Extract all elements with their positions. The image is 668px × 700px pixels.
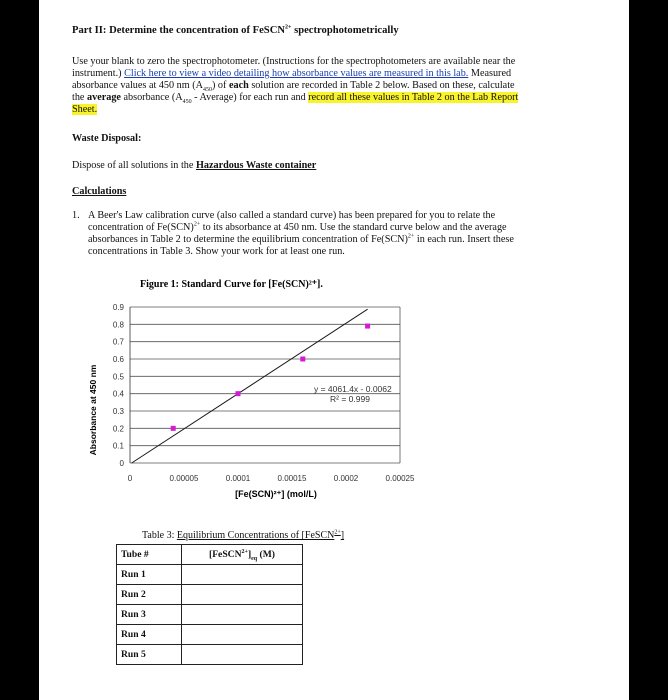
- x-tick-label: 0: [127, 474, 133, 483]
- question-line-3: absorbances in Table 2 to determine the equilibrium concentration of Fe(SCN)$^{2+}$ in each run. Insert these: [88, 233, 514, 245]
- x-tick-label: 0.00005: [169, 474, 199, 483]
- concentration-cell[interactable]: [182, 625, 303, 645]
- y-tick-label: 0.1: [112, 441, 124, 451]
- y-tick-label: 0.3: [112, 407, 124, 416]
- waste-heading: Waste Disposal:: [72, 133, 142, 144]
- run-label: Run 4: [117, 625, 182, 645]
- intro-line-4: the average absorbance ($A_{450}$ - Average) for each run and record all these values in Table 2 on the Lab Report: [72, 92, 519, 106]
- table-row: [117, 625, 303, 645]
- y-tick-label: 0: [119, 459, 124, 468]
- table-row: [117, 645, 303, 665]
- chart-title: Figure 1: Standard Curve for [Fe(SCN)²⁺].: [140, 279, 323, 290]
- run-label: Run 3: [117, 605, 182, 625]
- concentration-cell[interactable]: [182, 605, 303, 625]
- waste-text: Dispose of all solutions in the Hazardous Waste container: [72, 160, 317, 171]
- question-line-2: concentration of Fe(SCN)$^{2+}$ to its absorbance at 450 nm. Use the standard curve below and the average: [88, 221, 507, 233]
- x-axis-label: [Fe(SCN)²⁺] (mol/L): [235, 489, 317, 499]
- table3-caption: Table 3: Equilibrium Concentrations of [FeSCN$^{2+}$]: [142, 529, 345, 541]
- concentration-cell[interactable]: [182, 645, 303, 665]
- y-tick-label: 0.8: [112, 320, 124, 330]
- concentration-cell[interactable]: [182, 585, 303, 605]
- run-label: Run 1: [117, 565, 182, 585]
- r-squared-label: R² = 0.999: [330, 394, 370, 404]
- x-tick-label: 0.0001: [225, 474, 251, 483]
- hazardous-waste-label: Hazardous Waste container: [195, 160, 317, 171]
- trendline-equation: y = 4061.4x - 0.0062: [314, 384, 392, 394]
- y-tick-label: 0.4: [112, 389, 124, 399]
- y-axis-label: Absorbance at 450 nm: [88, 364, 98, 456]
- x-tick-label: 0.00015: [277, 474, 307, 483]
- table-row: [117, 585, 303, 605]
- section-heading: Part II: Determine the concentration of FeSCN$^{2+}$ spectrophotometrically: [72, 24, 399, 36]
- video-link[interactable]: Click here to view a video detailing how absorbance values are measured in this lab.: [124, 68, 469, 79]
- y-tick-label: 0.7: [112, 337, 124, 347]
- x-tick-label: 0.00025: [385, 474, 415, 483]
- run-label: Run 5: [117, 645, 182, 665]
- table-header-row: [117, 545, 303, 565]
- concentration-cell[interactable]: [182, 565, 303, 585]
- highlight-record: record all these values in Table 2 on the Lab Report: [308, 92, 519, 103]
- col-tube: Tube #: [117, 545, 182, 565]
- table-row: [117, 565, 303, 585]
- run-label: Run 2: [117, 585, 182, 605]
- y-tick-label: 0.2: [112, 424, 124, 434]
- data-point: [171, 426, 176, 431]
- x-tick-label: 0.0002: [333, 474, 359, 483]
- data-point: [300, 357, 305, 362]
- data-point: [236, 391, 241, 396]
- col-concentration: $[FeSCN^{2+}]_{eq}$ (M): [182, 545, 303, 565]
- table3: [116, 544, 303, 665]
- table-row: [117, 605, 303, 625]
- question-line-4: concentrations in Table 3. Show your work for at least one run.: [88, 246, 345, 257]
- intro-line-2: instrument.) Click here to view a video detailing how absorbance values are measured in this lab. Measured: [72, 68, 512, 79]
- calculations-heading: Calculations: [72, 186, 127, 197]
- intro-line-3: absorbance values at 450 nm $(A_{450})$ of each solution are recorded in Table 2 below. Based on these, calculate: [72, 80, 515, 94]
- question-line-1: A Beer's Law calibration curve (also called a standard curve) has been prepared for you to relate the: [88, 210, 496, 221]
- y-tick-label: 0.5: [112, 372, 124, 382]
- intro-line-1: Use your blank to zero the spectrophotometer. (Instructions for the spectrophotometers are available near the: [72, 56, 516, 67]
- data-point: [365, 324, 370, 329]
- y-tick-label: 0.9: [112, 303, 124, 312]
- intro-line-5: Sheet.: [72, 104, 98, 115]
- y-tick-label: 0.6: [112, 355, 124, 364]
- question-number: 1.: [72, 210, 80, 221]
